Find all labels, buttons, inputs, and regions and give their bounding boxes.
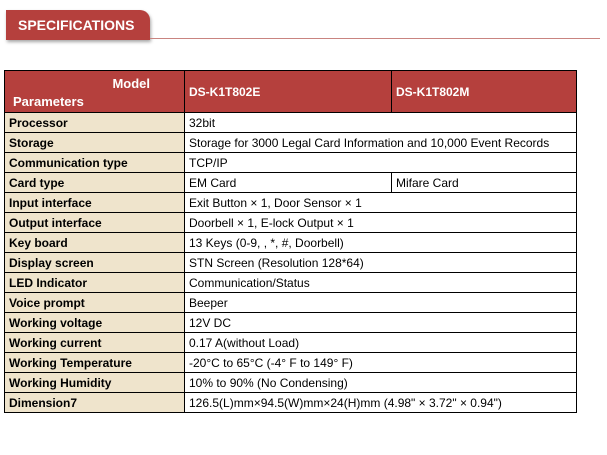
table-row [5, 373, 577, 393]
param-value: Beeper [185, 293, 577, 313]
param-value: STN Screen (Resolution 128*64) [185, 253, 577, 273]
table-row [5, 353, 577, 373]
table-row [5, 393, 577, 413]
param-value: 12V DC [185, 313, 577, 333]
table-row [5, 153, 577, 173]
table-row [5, 253, 577, 273]
param-label: LED Indicator [5, 273, 185, 293]
table-row [5, 313, 577, 333]
param-value: 32bit [185, 113, 577, 133]
section-title: SPECIFICATIONS [6, 10, 150, 40]
table-row [5, 233, 577, 253]
table-row [5, 113, 577, 133]
param-label: Working current [5, 333, 185, 353]
param-label: Storage [5, 133, 185, 153]
table-row [5, 293, 577, 313]
param-value: 126.5(L)mm×94.5(W)mm×24(H)mm (4.98" × 3.72" × 0.94") [185, 393, 577, 413]
param-label: Voice prompt [5, 293, 185, 313]
param-label: Input interface [5, 193, 185, 213]
table-row [5, 333, 577, 353]
header-model-label: Model [112, 75, 150, 91]
param-label: Display screen [5, 253, 185, 273]
table-row [5, 133, 577, 153]
param-label: Working voltage [5, 313, 185, 333]
table-row [5, 193, 577, 213]
param-value: TCP/IP [185, 153, 577, 173]
param-label: Key board [5, 233, 185, 253]
section-divider [150, 38, 600, 39]
param-value: 13 Keys (0-9, , *, #, Doorbell) [185, 233, 577, 253]
table-row [5, 273, 577, 293]
param-value: 10% to 90% (No Condensing) [185, 373, 577, 393]
param-value: Doorbell × 1, E-lock Output × 1 [185, 213, 577, 233]
param-value: -20°C to 65°C (-4° F to 149° F) [185, 353, 577, 373]
param-value-m: Mifare Card [392, 173, 577, 193]
header-diagonal-cell [5, 71, 185, 113]
table-header-row [5, 71, 577, 113]
header-parameters-label: Parameters [13, 93, 84, 109]
spec-table [4, 70, 577, 413]
header-model-e: DS-K1T802E [185, 71, 392, 113]
param-value: 0.17 A(without Load) [185, 333, 577, 353]
param-value-e: EM Card [185, 173, 392, 193]
param-label: Output interface [5, 213, 185, 233]
param-label: Working Humidity [5, 373, 185, 393]
param-label: Processor [5, 113, 185, 133]
table-row [5, 213, 577, 233]
param-label: Communication type [5, 153, 185, 173]
param-label: Working Temperature [5, 353, 185, 373]
table-row [5, 173, 577, 193]
header-model-m: DS-K1T802M [392, 71, 577, 113]
param-value: Communication/Status [185, 273, 577, 293]
param-label: Card type [5, 173, 185, 193]
param-value: Exit Button × 1, Door Sensor × 1 [185, 193, 577, 213]
param-value: Storage for 3000 Legal Card Information and 10,000 Event Records [185, 133, 577, 153]
param-label: Dimension7 [5, 393, 185, 413]
